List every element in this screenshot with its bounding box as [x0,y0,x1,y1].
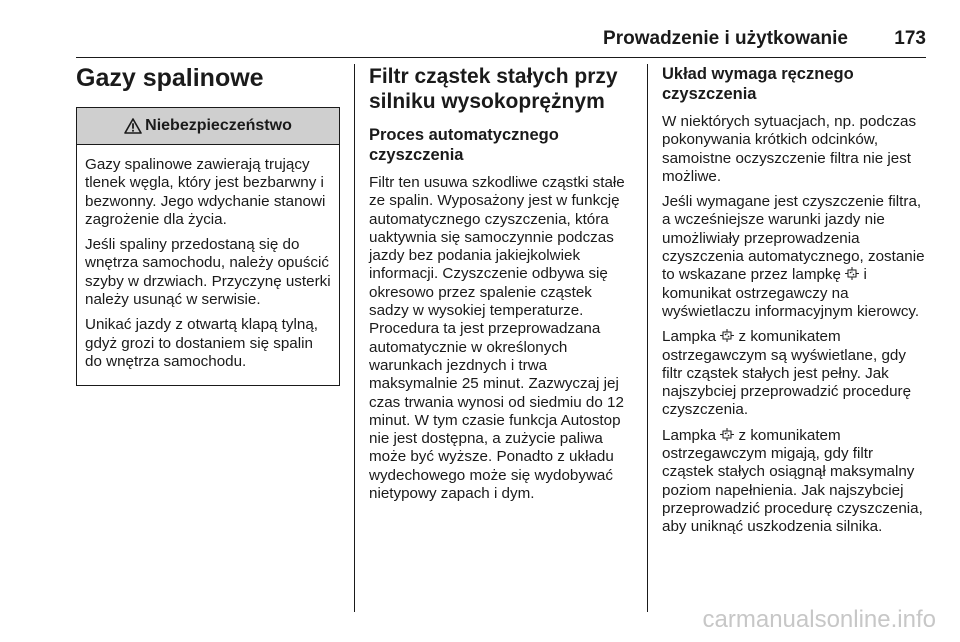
body-paragraph: W niektórych sytuacjach, np. podczas pokonywania krótkich odcinków, samoistne oczyszczenie filtra nie jest możliwe. [662,113,917,185]
diesel-particle-filter-icon [720,329,734,342]
page-header [0,28,960,54]
column-divider [647,64,648,612]
paragraph-text: Jeśli wymagane jest czyszczenie filtra, a wcześniejsze warunki jazdy nie umożliwiały przeprowadzenia czyszczenia automatycznego, zostanie to wskazane przez lampkę [662,193,925,284]
warning-header [77,108,339,145]
paragraph-text: z komunikatem ostrzegawczym migają, gdy filtr cząstek stałych osiągnął maksymalny poziom napełnienia. Jak najszybciej przeprowadzić procedurę czyszczenia, aby uniknąć uszkodzenia silnika. [662,426,923,536]
diesel-particle-filter-icon [720,428,734,441]
body-paragraph: Filtr ten usuwa szkodliwe cząstki stałe ze spalin. Wyposażony jest w funkcję automatycznego czyszczenia, która uaktywnia się samoczynnie podczas jazdy bez podania jakiejkolwiek informacji. Czyszczenie odbywa się okresowo przez spalenie cząstek sadzy w wysokiej temperaturze. Procedura ta jest przeprowadzana automatycznie w określonych warunkach jezdnych i trwa maksymalnie 25 minut. Zazwyczaj jej czas trwania wynosi od siedmiu do 12 minut. W tym czasie funkcja Autostop nie jest dostępna, a zużycie paliwa może być wyższe. Ponadto z układu wydechowego może się wydobywać nietypowy zapach i dym. [369,174,625,503]
header-rule [76,57,926,58]
body-paragraph [662,193,928,321]
danger-warning-box [76,107,340,386]
warning-heading: Niebezpieczeństwo [145,116,292,134]
body-paragraph [662,427,928,537]
paragraph-text: z komunikatem ostrzegawczym są wyświetlane, gdy filtr cząstek stałych jest pełny. Jak najszybciej przeprowadzić procedurę czyszczenia. [662,328,912,419]
column-exhaust-gases [76,64,340,386]
page-number: 173 [894,28,926,49]
body-paragraph [662,328,928,419]
paragraph-text: i komunikat ostrzegawczy na wyświetlaczu informacyjnym kierowcy. [662,266,920,320]
warning-paragraph: Unikać jazdy z otwartą klapą tylną, gdyż grozi to dostaniem się spalin do wnętrza samochodu. [85,316,318,370]
column-divider [354,64,355,612]
subheading: Proces automatycznego czyszczenia [369,126,559,164]
warning-paragraph: Jeśli spaliny przedostaną się do wnętrza samochodu, należy opuścić szyby w drzwiach. Przyczynę usterki należy usunąć w serwisie. [85,236,331,309]
warning-triangle-icon [124,118,142,134]
section-title: Filtr cząstek stałych przy silniku wysokoprężnym [369,65,618,113]
paragraph-text: Lampka [662,426,717,444]
column-particle-filter [369,64,633,510]
diesel-particle-filter-icon [845,267,859,280]
subheading: Układ wymaga ręcznego czyszczenia [662,65,854,103]
chapter-title: Prowadzenie i użytkowanie [603,28,848,49]
paragraph-text: Lampka [662,328,717,346]
column-manual-cleaning [662,64,928,544]
section-title: Gazy spalinowe [76,64,264,92]
warning-body [77,145,339,385]
watermark: carmanualsonline.info [702,606,936,633]
warning-paragraph: Gazy spalinowe zawierają trujący tlenek węgla, który jest bezbarwny i bezwonny. Jego wdychanie stanowi zagrożenie dla życia. [85,156,326,228]
